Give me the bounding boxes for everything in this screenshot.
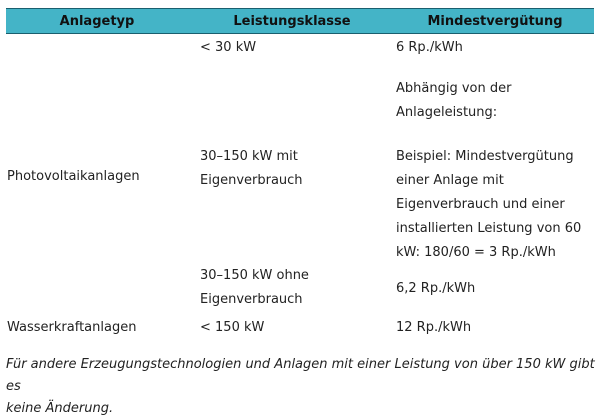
fee-pv-line-7: kW: 180/60 = 3 Rp./kWh xyxy=(396,245,556,260)
footnote-line-1: Für andere Erzeugungstechnologien und Anlagen mit einer Leistung von über 150 kW gibt es xyxy=(6,357,595,394)
type-wasserkraft: Wasserkraftanlagen xyxy=(7,320,137,335)
fee-pv-line-6: installierten Leistung von 60 xyxy=(396,221,582,236)
compensation-table xyxy=(6,8,594,364)
type-photovoltaik: Photovoltaikanlagen xyxy=(7,169,140,184)
fee-pv-line-1: Abhängig von der xyxy=(396,81,512,96)
fee-under-30kw: 6 Rp./kWh xyxy=(396,40,463,55)
class-under-30kw: < 30 kW xyxy=(200,40,257,55)
header-mindestverguetung: Mindestvergütung xyxy=(427,13,563,29)
class-under-150kw: < 150 kW xyxy=(200,320,265,335)
header-leistungsklasse: Leistungsklasse xyxy=(233,13,351,29)
class-pv-ohne-line-2: Eigenverbrauch xyxy=(200,292,303,307)
class-pv-ohne-line-1: 30–150 kW ohne xyxy=(200,268,309,283)
fee-pv-line-4: einer Anlage mit xyxy=(396,173,504,188)
header-anlagetyp: Anlagetyp xyxy=(59,13,135,29)
fee-pv-line-2: Anlageleistung: xyxy=(396,105,498,120)
fee-pv-line-5: Eigenverbrauch und einer xyxy=(396,197,565,212)
class-pv-mit-line-1: 30–150 kW mit xyxy=(200,149,298,164)
footnote-line-2: keine Änderung. xyxy=(6,401,114,416)
class-pv-mit-line-2: Eigenverbrauch xyxy=(200,173,303,188)
table-body xyxy=(6,34,594,364)
table-header xyxy=(6,8,594,34)
fee-pv-line-3: Beispiel: Mindestvergütung xyxy=(396,149,574,164)
fee-wasserkraft: 12 Rp./kWh xyxy=(396,320,472,335)
fee-pv-ohne: 6,2 Rp./kWh xyxy=(396,281,476,296)
footnote xyxy=(6,354,600,420)
